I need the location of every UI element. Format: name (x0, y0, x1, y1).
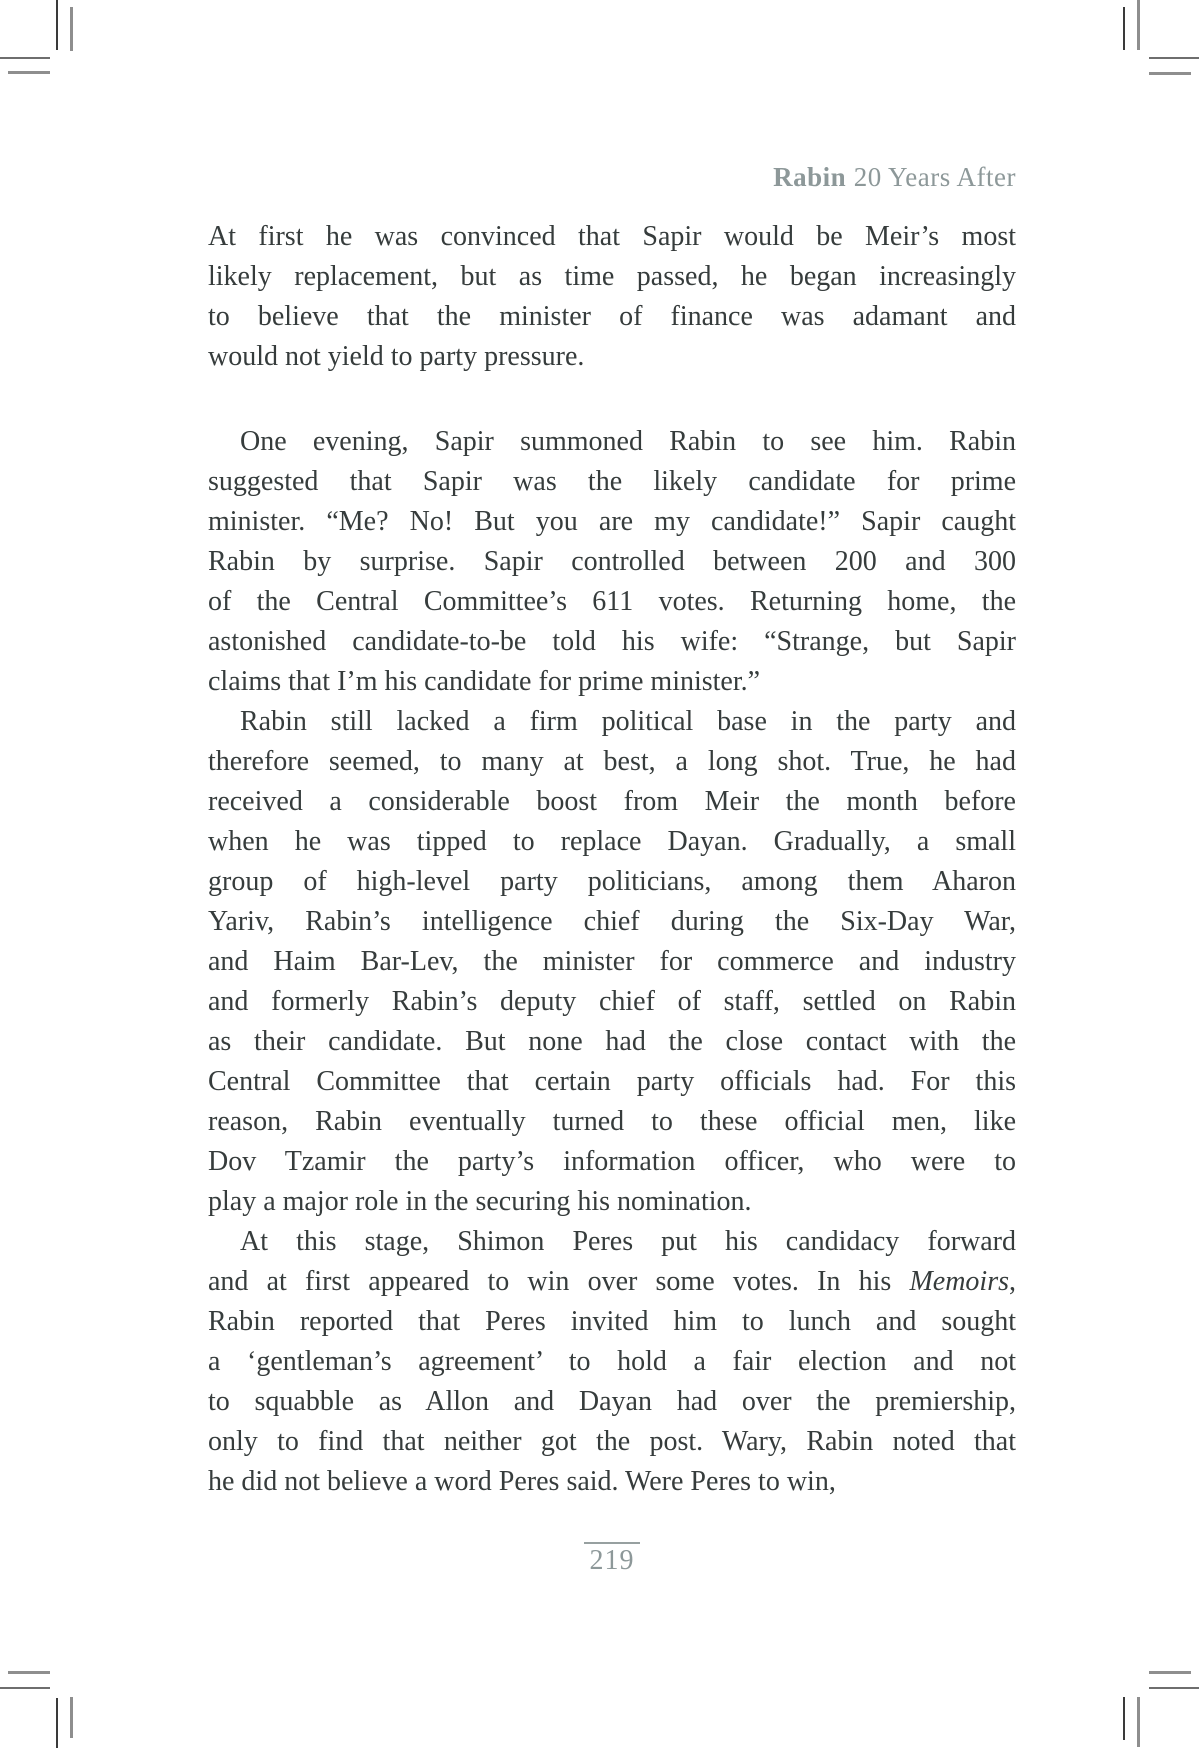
text-line: he did not believe a word Peres said. Were Peres to win, (208, 1466, 836, 1497)
running-head-book-title: Rabin (773, 162, 847, 192)
text-line: Yariv, Rabin’s intelligence chief during the Six-Day War, (208, 906, 1016, 937)
text-line: At this stage, Shimon Peres put his candidacy forward (240, 1226, 1016, 1257)
crop-mark-line (1137, 1697, 1140, 1747)
text-line: claims that I’m his candidate for prime minister.” (208, 666, 761, 697)
text-line: of the Central Committee’s 611 votes. Returning home, the (208, 586, 1016, 617)
running-head (208, 160, 1016, 194)
crop-mark-line (1123, 7, 1125, 50)
text-line: to squabble as Allon and Dayan had over the premiership, (208, 1386, 1016, 1417)
crop-mark-line (1149, 1687, 1199, 1689)
crop-mark-line (70, 7, 73, 51)
text-line: play a major role in the securing his nomination. (208, 1186, 752, 1217)
text-line: One evening, Sapir summoned Rabin to see him. Rabin (240, 426, 1016, 457)
text-line: Dov Tzamir the party’s information officer, who were to (208, 1146, 1016, 1177)
crop-mark-line (8, 1671, 50, 1674)
text-line: At first he was convinced that Sapir would be Meir’s most (208, 221, 1016, 252)
text-line: and at first appeared to win over some votes. In his Memoirs, (208, 1266, 1016, 1297)
crop-mark-line (1137, 0, 1140, 50)
text-line: would not yield to party pressure. (208, 341, 585, 372)
paragraph (208, 217, 1016, 377)
crop-mark-line (1149, 72, 1191, 75)
text-line: a ‘gentleman’s agreement’ to hold a fair election and not (208, 1346, 1016, 1377)
text-line: Rabin reported that Peres invited him to lunch and sought (208, 1306, 1016, 1337)
crop-mark-line (1149, 1671, 1191, 1674)
crop-mark-line (0, 57, 50, 59)
text-line: group of high-level party politicians, among them Aharon (208, 866, 1016, 897)
paragraph (208, 422, 1016, 702)
crop-mark-line (70, 1697, 73, 1738)
text-line: minister. “Me? No! But you are my candidate!” Sapir caught (208, 506, 1016, 537)
text-line: and formerly Rabin’s deputy chief of staff, settled on Rabin (208, 986, 1016, 1017)
crop-mark-line (0, 1687, 50, 1689)
text-line: only to find that neither got the post. Wary, Rabin noted that (208, 1426, 1016, 1457)
paragraph (208, 1222, 1016, 1502)
text-line: Rabin still lacked a firm political base in the party and (240, 706, 1016, 737)
crop-mark-line (1149, 57, 1199, 59)
running-head-subtitle: 20 Years After (853, 162, 1016, 192)
page-number-block (208, 1542, 1016, 1575)
text-line: and Haim Bar-Lev, the minister for commerce and industry (208, 946, 1016, 977)
text-line: when he was tipped to replace Dayan. Gradually, a small (208, 826, 1016, 857)
crop-mark-line (1123, 1697, 1125, 1740)
italic-text: Memoirs (909, 1266, 1009, 1297)
text-line: received a considerable boost from Meir the month before (208, 786, 1016, 817)
text-line: as their candidate. But none had the close contact with the (208, 1026, 1016, 1057)
text-line: to believe that the minister of finance was adamant and (208, 301, 1016, 332)
text-line: astonished candidate-to-be told his wife: “Strange, but Sapir (208, 626, 1016, 657)
text-line: Rabin by surprise. Sapir controlled between 200 and 300 (208, 546, 1016, 577)
text-line: reason, Rabin eventually turned to these official men, like (208, 1106, 1016, 1137)
crop-mark-line (8, 71, 50, 74)
body-text (208, 217, 1016, 1502)
text-line: Central Committee that certain party officials had. For this (208, 1066, 1016, 1097)
text-line: therefore seemed, to many at best, a long shot. True, he had (208, 746, 1016, 777)
text-line: likely replacement, but as time passed, he began increasingly (208, 261, 1016, 292)
page-number: 219 (589, 1545, 635, 1576)
paragraph (208, 702, 1016, 1222)
page-number-rule (584, 1542, 640, 1544)
crop-mark-line (56, 1698, 58, 1748)
crop-mark-line (56, 0, 58, 50)
text-line: suggested that Sapir was the likely candidate for prime (208, 466, 1016, 497)
